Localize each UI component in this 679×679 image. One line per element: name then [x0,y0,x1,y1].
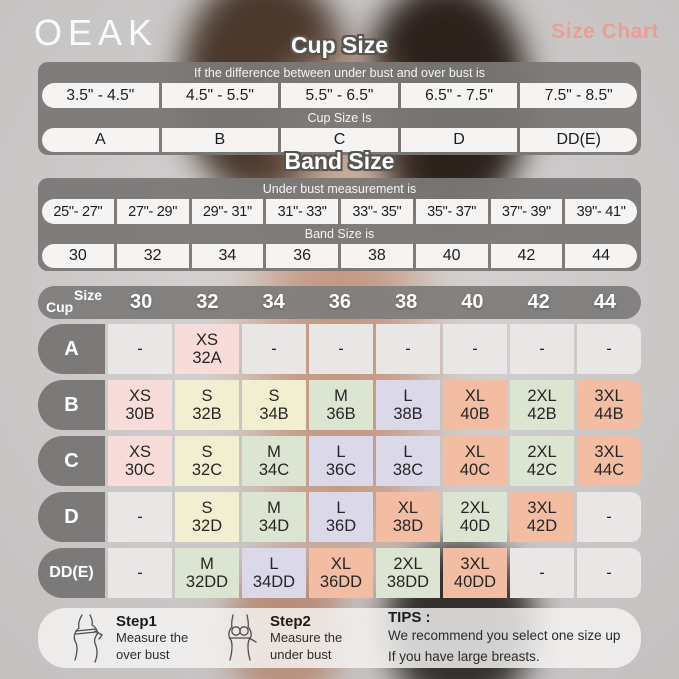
matrix-size-cell: 3XL 44C [577,436,641,486]
cup-size-title: Cup Size [290,32,389,58]
band-number-cell: 44 [565,244,637,268]
matrix-size-cell: - [443,324,507,374]
measure-over-bust-icon [66,612,106,664]
band-numbers-row [42,244,637,268]
cup-size-is-label: Cup Size Is [307,111,372,125]
tips-line2: If you have large breasts. [388,648,540,664]
tips-title: TIPS : [388,609,431,627]
step2-title: Step2 [270,613,311,631]
step1-block [116,613,220,663]
cup-difference-cell: 6.5" - 7.5" [401,83,518,108]
matrix-size-cell: L 36D [309,492,373,542]
band-measurement-cell: 35"- 37" [416,199,488,224]
band-number-cell: 38 [341,244,413,268]
band-measurement-cell: 27"- 29" [117,199,189,224]
corner-cup-label: Cup [46,299,74,315]
corner-size-label: Size [74,287,103,303]
band-measurement-cell: 29"- 31" [192,199,264,224]
matrix-column-header: 38 [395,291,418,313]
matrix-size-cell: XL 36DD [309,548,373,598]
matrix-size-cell: - [108,492,172,542]
band-number-cell: 42 [491,244,563,268]
matrix-size-cell: M 34D [242,492,306,542]
matrix-size-cell: L 36C [309,436,373,486]
cup-difference-cell: 7.5" - 8.5" [520,83,637,108]
band-measurement-cell: 39"- 41" [565,199,637,224]
cup-difference-cell: 5.5" - 6.5" [281,83,398,108]
tips-line1: We recommend you select one size up [388,628,621,644]
matrix-size-cell: XL 40C [443,436,507,486]
matrix-size-cell: 2XL 40D [443,492,507,542]
matrix-row-label: DD(E) [38,548,105,598]
matrix-size-cell: 3XL 40DD [443,548,507,598]
matrix-row [38,380,641,430]
matrix-size-cell: S 32D [175,492,239,542]
matrix-size-cell: L 38C [376,436,440,486]
footer-bar [38,608,641,668]
matrix-row [38,324,641,374]
matrix-size-cell: XS 32A [175,324,239,374]
band-number-cell: 36 [266,244,338,268]
matrix-column-header: 40 [461,291,484,313]
matrix-size-cell: - [577,492,641,542]
matrix-size-cell: XL 38D [376,492,440,542]
matrix-size-cell: - [108,548,172,598]
band-number-cell: 40 [416,244,488,268]
step2-block [270,613,374,663]
step2-line2: under bust [270,646,332,662]
band-size-subtitle: Under bust measurement is [262,182,417,196]
cup-difference-row [42,83,637,108]
matrix-column-header: 42 [527,291,550,313]
matrix-size-cell: L 38B [376,380,440,430]
matrix-column-header: 34 [262,291,285,313]
matrix-size-cell: - [242,324,306,374]
matrix-size-cell: - [510,548,574,598]
matrix-row-label: B [38,380,105,430]
matrix-size-cell: M 32DD [175,548,239,598]
brand-logo: OEAK [34,12,159,53]
matrix-size-cell: - [376,324,440,374]
band-size-is-label: Band Size is [304,227,375,241]
band-size-title: Band Size [284,148,395,174]
matrix-column-header: 36 [328,291,351,313]
matrix-size-cell: - [309,324,373,374]
band-measurement-cell: 37"- 39" [491,199,563,224]
matrix-size-cell: 3XL 42D [510,492,574,542]
matrix-row [38,492,641,542]
matrix-header-bar [38,286,641,319]
matrix-size-cell: L 34DD [242,548,306,598]
matrix-size-cell: 2XL 38DD [376,548,440,598]
matrix-size-cell: 3XL 44B [577,380,641,430]
step2-line1: Measure the [270,630,343,646]
matrix-row-label: D [38,492,105,542]
cup-size-table [38,62,641,155]
matrix-size-cell: M 36B [309,380,373,430]
matrix-size-cell: - [108,324,172,374]
matrix-size-cell: XL 40B [443,380,507,430]
tips-block [388,609,625,667]
matrix-corner [38,286,108,319]
band-measurement-row [42,199,637,224]
measure-under-bust-icon [220,612,260,664]
band-number-cell: 32 [117,244,189,268]
matrix-size-cell: S 32C [175,436,239,486]
band-measurement-cell: 33"- 35" [341,199,413,224]
matrix-size-cell: - [510,324,574,374]
cup-letter-cell: DD(E) [520,128,637,152]
matrix-column-headers [108,286,638,319]
matrix-size-cell: M 34C [242,436,306,486]
band-number-cell: 34 [192,244,264,268]
matrix-row [38,436,641,486]
matrix-size-cell: - [577,548,641,598]
matrix-row-label: C [38,436,105,486]
band-measurement-cell: 31"- 33" [266,199,338,224]
matrix-size-cell: S 34B [242,380,306,430]
matrix-size-cell: 2XL 42B [510,380,574,430]
step1-line1: Measure the [116,630,189,646]
band-measurement-cell: 25"- 27" [42,199,114,224]
matrix-size-cell: XS 30B [108,380,172,430]
cup-letter-cell: B [162,128,279,152]
matrix-row-label: A [38,324,105,374]
matrix-size-cell: 2XL 42C [510,436,574,486]
matrix-column-header: 32 [196,291,219,313]
band-size-table [38,178,641,271]
cup-difference-cell: 3.5" - 4.5" [42,83,159,108]
matrix-row [38,548,641,598]
matrix-size-cell: S 32B [175,380,239,430]
step1-title: Step1 [116,613,157,631]
matrix-size-cell: - [577,324,641,374]
cup-letter-cell: C [281,128,398,152]
matrix-size-cell: XS 30C [108,436,172,486]
band-number-cell: 30 [42,244,114,268]
matrix-column-header: 30 [130,291,153,313]
cup-letter-cell: A [42,128,159,152]
step1-line2: over bust [116,646,170,662]
cup-difference-cell: 4.5" - 5.5" [162,83,279,108]
cup-letter-cell: D [401,128,518,152]
cup-size-subtitle: If the difference between under bust and over bust is [194,66,485,80]
size-matrix [38,324,641,604]
matrix-column-header: 44 [593,291,616,313]
page-title: Size Chart [551,20,659,43]
